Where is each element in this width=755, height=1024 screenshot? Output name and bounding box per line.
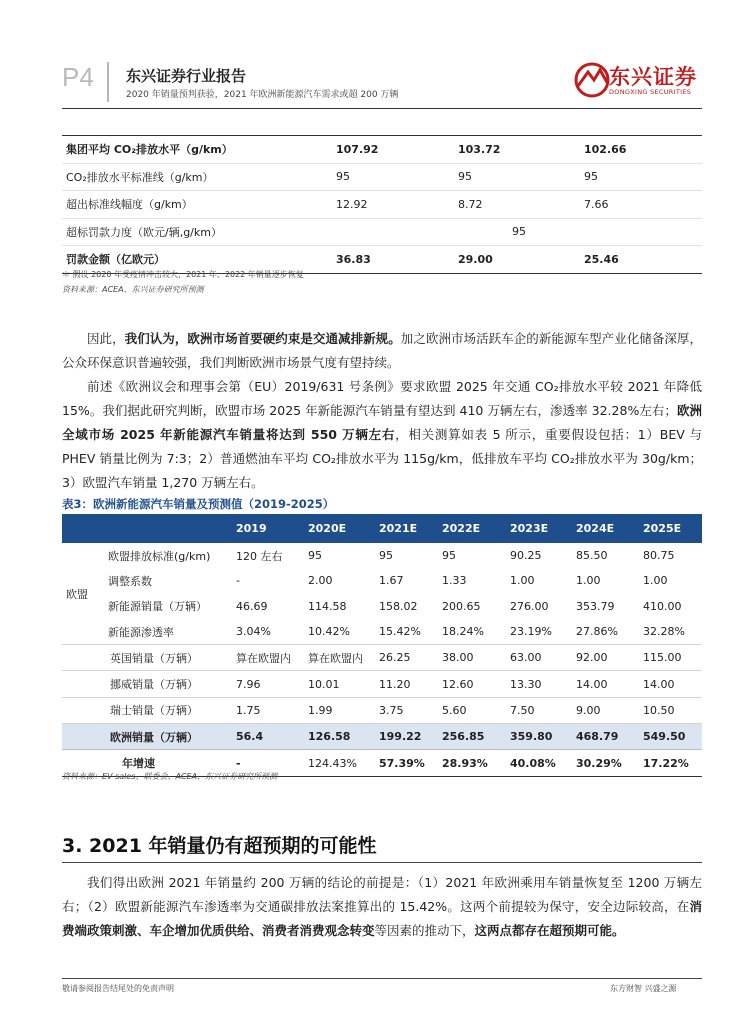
row-label: 超出标准线幅度（g/km）: [62, 191, 332, 219]
row-label: 新能源渗透率: [104, 619, 232, 645]
cell: 114.58: [308, 599, 347, 613]
cell: 46.69: [236, 599, 268, 613]
cell: 410.00: [643, 599, 682, 613]
row-label: 瑞士销量（万辆）: [62, 697, 232, 723]
cell: 353.79: [576, 599, 615, 613]
table-row: [62, 697, 702, 723]
col-header: 2023E: [506, 514, 572, 543]
logo-english: DONGXING SECURITIES: [609, 88, 692, 96]
paragraph: 我们得出欧洲 2021 年销量约 200 万辆的结论的前提是：（1）2021 年欧洲乘用车销量恢复至 1200 万辆左右；（2）欧盟新能源汽车渗透率为交通碳排放法案推算出的 15.42%。这两个前提较为保守，安全边际较高，在消费端政策刺激、车企增加优质供给、消费者消费观念转变等因素的推动下，这两点都存在超预期可能。: [62, 875, 702, 938]
cell: 85.50: [576, 549, 608, 563]
cell: 126.58: [304, 724, 375, 750]
cell: 90.25: [510, 549, 542, 563]
cell: -: [236, 574, 240, 588]
cell: 359.80: [506, 724, 572, 750]
cell: 124.43%: [304, 750, 375, 776]
cell: 29.00: [454, 246, 580, 274]
cell: 2.00: [308, 574, 333, 588]
cell: 算在欧盟内: [304, 645, 375, 671]
section-rule: [62, 862, 702, 863]
paragraph: 前述《欧洲议会和理事会第（EU）2019/631 号条例》要求欧盟 2025 年交通 CO₂排放水平较 2021 年降低 15%。我们据此研究判断，欧盟市场 2025 年新能源汽车销量有望达到 410 万辆左右，渗透率 32.28%左右；欧洲全域市场 2025 年新能源汽车销量将达到 550 万辆左右，相关测算如表 5 所示，重要假设包括：1）BEV 与 PHEV 销量比例为 7:3；2）普通燃油车平均 CO₂排放水平为 115g/km，低排放车平均 CO₂排放水平为 30g/km；3）欧盟汽车销量 1,270 万辆左右。: [62, 379, 702, 490]
report-subtitle: 2020 年销量预判获验，2021 年欧洲新能源汽车需求或超 200 万辆: [126, 90, 399, 100]
cell: 468.79: [572, 724, 639, 750]
cell: 57.39%: [375, 750, 438, 776]
table-row: [62, 594, 702, 619]
cell: 92.00: [572, 645, 639, 671]
row-label: CO₂排放水平标准线（g/km）: [62, 163, 332, 191]
row-label: 欧盟排放标准(g/km): [108, 549, 211, 563]
cell: 200.65: [442, 599, 481, 613]
table-row: [62, 543, 702, 568]
table-note: ＊ 假设 2020 年受疫情冲击较大，2021 年、2022 年销量逐步恢复: [62, 270, 304, 279]
section-heading: 3. 2021 年销量仍有超预期的可能性: [62, 835, 377, 857]
cell: 17.22%: [639, 750, 702, 776]
cell: 63.00: [506, 645, 572, 671]
cell: 25.46: [580, 246, 702, 274]
paragraph: 因此，我们认为，欧洲市场首要硬约束是交通减排新规。加之欧洲市场活跃车企的新能源车型产业化储备深厚，公众环保意识普遍较强，我们判断欧洲市场景气度有望持续。: [62, 331, 702, 370]
cell: 13.30: [506, 671, 572, 697]
cell: 276.00: [510, 599, 549, 613]
table-row: [62, 191, 702, 219]
cell: 38.00: [438, 645, 506, 671]
col-header: 2025E: [639, 514, 702, 543]
cell: 7.66: [580, 191, 702, 219]
cell: 1.00: [643, 574, 668, 588]
cell: 95: [332, 163, 454, 191]
cell: -: [232, 750, 304, 776]
row-label: 调整系数: [108, 574, 152, 588]
cell: 199.22: [375, 724, 438, 750]
row-label: 新能源销量（万辆）: [108, 600, 207, 614]
cell: 1.00: [510, 574, 535, 588]
row-label: 年增速: [62, 750, 232, 776]
table-row: [62, 645, 702, 671]
cell: 120 左右: [236, 549, 283, 563]
ev-sales-table: [62, 514, 702, 777]
cell: 256.85: [438, 724, 506, 750]
cell: 95: [580, 163, 702, 191]
group-label: 欧盟: [62, 543, 104, 645]
cell: 95: [442, 549, 456, 563]
cell: 3.75: [375, 697, 438, 723]
col-header: 2021E: [375, 514, 438, 543]
table-header-row: [62, 514, 702, 543]
cell: 5.60: [438, 697, 506, 723]
row-label: 集团平均 CO₂排放水平（g/km）: [62, 136, 332, 164]
cell: 27.86%: [572, 619, 639, 645]
table-row: [62, 218, 702, 246]
table-row: [62, 619, 702, 645]
cell: 102.66: [580, 136, 702, 164]
cell: 1.67: [379, 574, 404, 588]
penalty-table: [62, 135, 702, 274]
table-source: 资料来源：ACEA、东兴证券研究所预测: [62, 285, 204, 294]
report-title: 东兴证券行业报告: [126, 67, 247, 85]
footer-rule: [62, 978, 702, 979]
cell: 12.60: [438, 671, 506, 697]
cell: 107.92: [332, 136, 454, 164]
row-label: 英国销量（万辆）: [62, 645, 232, 671]
footer-slogan: 东方财智 兴盛之源: [610, 984, 677, 993]
cell: 103.72: [454, 136, 580, 164]
col-header: 2020E: [304, 514, 375, 543]
row-label: 罚款金额（亿欧元）: [62, 246, 332, 274]
cell: 95: [308, 549, 322, 563]
merged-cell: 95: [332, 218, 702, 246]
cell: 7.50: [506, 697, 572, 723]
cell: 95: [454, 163, 580, 191]
cell: 1.33: [442, 574, 467, 588]
cell: 7.96: [232, 671, 304, 697]
cell: 1.00: [576, 574, 601, 588]
cell: 10.50: [639, 697, 702, 723]
header-rule: [62, 108, 702, 109]
cell: 30.29%: [572, 750, 639, 776]
cell: 15.42%: [375, 619, 438, 645]
cell: 26.25: [375, 645, 438, 671]
cell: 3.04%: [232, 619, 304, 645]
cell: 56.4: [232, 724, 304, 750]
col-header: 2022E: [438, 514, 506, 543]
page-number: P4: [62, 62, 94, 92]
total-row: [62, 724, 702, 750]
cell: 158.02: [379, 599, 418, 613]
cell: 12.92: [332, 191, 454, 219]
table-row: [62, 568, 702, 593]
cell: 1.99: [304, 697, 375, 723]
row-label: 欧洲销量（万辆）: [62, 724, 232, 750]
table-row: [62, 136, 702, 164]
cell: 14.00: [639, 671, 702, 697]
cell: 8.72: [454, 191, 580, 219]
col-header: 2024E: [572, 514, 639, 543]
cell: 10.42%: [304, 619, 375, 645]
cell: 18.24%: [438, 619, 506, 645]
cell: 80.75: [643, 549, 675, 563]
logo-text: 东兴证券: [609, 65, 697, 89]
row-label: 挪威销量（万辆）: [62, 671, 232, 697]
row-label: 超标罚款力度（欧元/辆,g/km）: [62, 218, 332, 246]
table-source: 资料来源：EV sales、联委会、ACEA、东兴证券研究所预测: [62, 772, 278, 781]
cell: 36.83: [332, 246, 454, 274]
cell: 115.00: [639, 645, 702, 671]
table-row: [62, 671, 702, 697]
table-caption: 表3：欧洲新能源汽车销量及预测值（2019-2025）: [62, 497, 335, 511]
col-header: 2019: [232, 514, 304, 543]
cell: 32.28%: [639, 619, 702, 645]
cell: 95: [379, 549, 393, 563]
cell: 23.19%: [506, 619, 572, 645]
cell: 1.75: [232, 697, 304, 723]
cell: 9.00: [572, 697, 639, 723]
cell: 28.93%: [438, 750, 506, 776]
cell: 算在欧盟内: [232, 645, 304, 671]
table-row: [62, 163, 702, 191]
cell: 40.08%: [506, 750, 572, 776]
footer-disclaimer: 敬请参阅报告结尾处的免责声明: [62, 984, 174, 993]
cell: 10.01: [304, 671, 375, 697]
cell: 549.50: [639, 724, 702, 750]
cell: 11.20: [375, 671, 438, 697]
header-divider: [107, 62, 109, 102]
cell: 14.00: [572, 671, 639, 697]
